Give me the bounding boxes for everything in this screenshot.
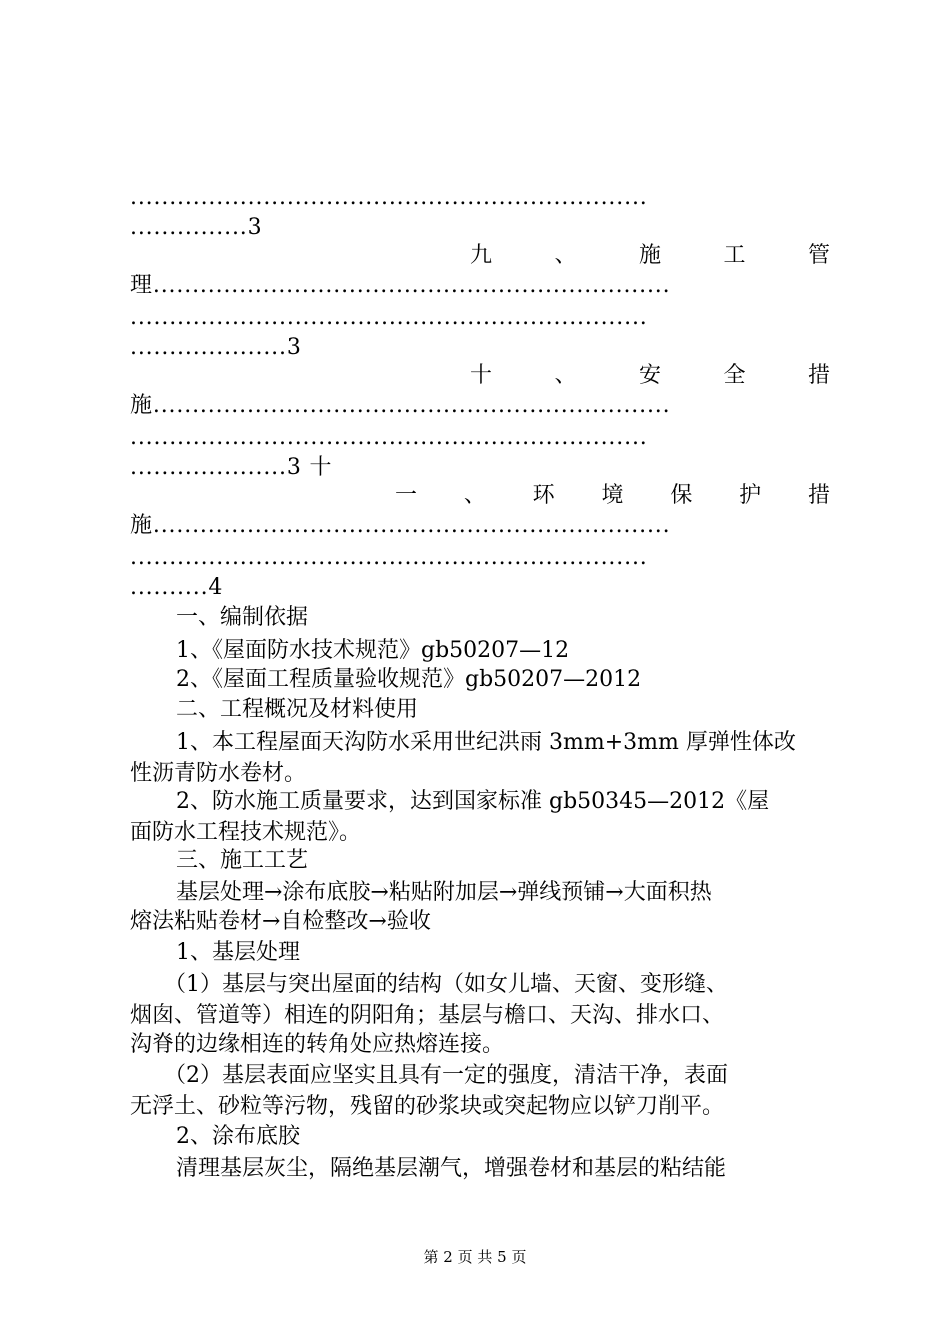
toc-char: 措 [807, 363, 830, 388]
toc-dots-page-3: ....................3 十 [130, 455, 333, 480]
toc-char: 全 [723, 363, 746, 388]
section-heading: 2、涂布底胶 [176, 1124, 300, 1149]
paragraph: 面防水工程技术规范》。 [130, 820, 362, 845]
paragraph: 2、《屋面工程质量验收规范》gb50207—2012 [176, 667, 642, 692]
toc-char: 环 [532, 483, 555, 508]
toc-item-11 [395, 481, 830, 511]
toc-char: 境 [601, 483, 624, 508]
toc-char: 工 [723, 243, 746, 268]
toc-char: 施 [638, 243, 661, 268]
toc-item-10-cont: 施.................................................................. [130, 393, 671, 418]
toc-dots-page-4: ..........4 [130, 575, 224, 600]
toc-item-11-cont: 施.................................................................. [130, 513, 671, 538]
toc-char: 、 [463, 483, 486, 508]
toc-char: 、 [554, 363, 577, 388]
toc-dots-page-3: ....................3 [130, 335, 302, 360]
paragraph: 熔法粘贴卷材→自检整改→验收 [130, 909, 431, 934]
paragraph: 2、防水施工质量要求，达到国家标准 gb50345—2012《屋 [176, 789, 770, 814]
toc-dots: .................................................................. [130, 425, 648, 450]
toc-char: 保 [670, 483, 693, 508]
toc-dots: .................................................................. [130, 545, 648, 570]
paragraph: （1）基层与突出屋面的结构（如女儿墙、天窗、变形缝、 [164, 972, 728, 997]
paragraph: （2）基层表面应坚实且具有一定的强度，清洁干净，表面 [164, 1063, 728, 1088]
paragraph: 清理基层灰尘，隔绝基层潮气，增强卷材和基层的粘结能 [176, 1156, 727, 1181]
section-heading: 1、基层处理 [176, 940, 300, 965]
toc-char: 护 [739, 483, 762, 508]
section-heading: 二、工程概况及材料使用 [176, 697, 419, 722]
toc-dots: .................................................................. [130, 305, 648, 330]
toc-dots-page-3: ...............3 [130, 215, 263, 240]
toc-char: 、 [554, 243, 577, 268]
toc-char: 十 [470, 363, 493, 388]
toc-item-9-cont: 理.................................................................. [130, 273, 671, 298]
section-heading: 三、施工工艺 [176, 848, 309, 873]
paragraph: 基层处理→涂布底胶→粘贴附加层→弹线预铺→大面积热 [176, 880, 712, 905]
toc-item-9 [470, 241, 830, 271]
paragraph: 1、《屋面防水技术规范》gb50207—12 [176, 638, 570, 663]
toc-item-10 [470, 361, 830, 391]
paragraph: 性沥青防水卷材。 [130, 761, 307, 786]
paragraph: 1、本工程屋面天沟防水采用世纪洪雨 3mm+3mm 厚弹性体改 [176, 730, 796, 755]
toc-char: 一 [395, 483, 418, 508]
page-number-footer: 第 2 页 共 5 页 [423, 1248, 527, 1266]
toc-dots: .................................................................. [130, 185, 648, 210]
toc-char: 安 [638, 363, 661, 388]
toc-char: 九 [470, 243, 493, 268]
toc-char: 管 [807, 243, 830, 268]
paragraph: 沟脊的边缘相连的转角处应热熔连接。 [130, 1032, 505, 1057]
section-heading: 一、编制依据 [176, 605, 309, 630]
paragraph: 无浮土、砂粒等污物，残留的砂浆块或突起物应以铲刀削平。 [130, 1094, 725, 1119]
paragraph: 烟囱、管道等）相连的阴阳角；基层与檐口、天沟、排水口、 [130, 1003, 725, 1028]
toc-char: 措 [807, 483, 830, 508]
